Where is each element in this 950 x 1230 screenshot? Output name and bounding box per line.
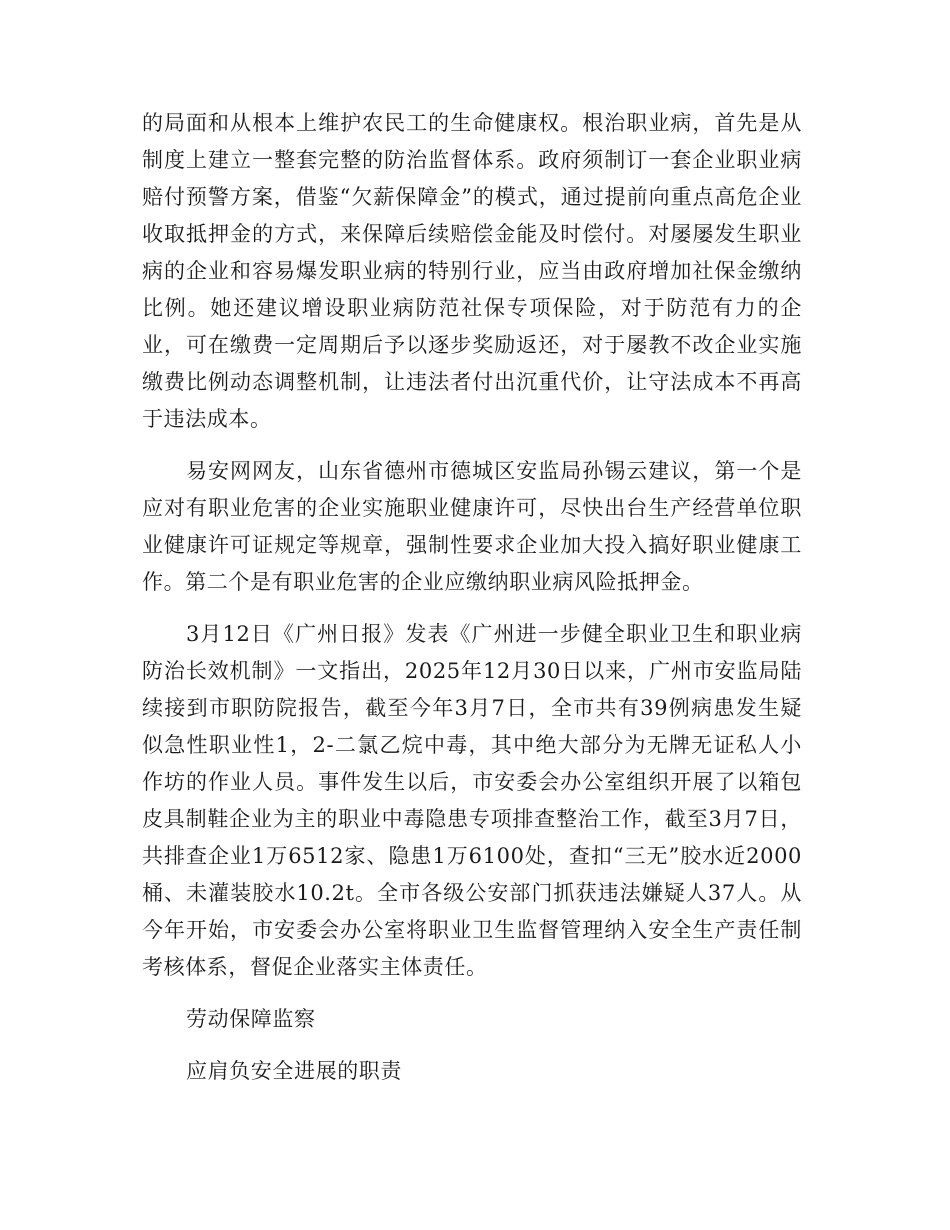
paragraph-netizen-suggestion: 易安网网友，山东省德州市德城区安监局孙锡云建议，第一个是应对有职业危害的企业实施职业健康许可，尽快出台生产经营单位职业健康许可证规定等规章，强制性要求企业加大投入搞好职业健康工作。第二个是有职业危害的企业应缴纳职业病风险抵押金。 (142, 459, 802, 594)
paragraph-continuation: 的局面和从根本上维护农民工的生命健康权。根治职业病，首先是从制度上建立一整套完整的防治监督体系。政府须制订一套企业职业病赔付预警方案，借鉴“欠薪保障金”的模式，通过提前向重点高危企业收取抵押金的方式，来保障后续赔偿金能及时偿付。对屡屡发生职业病的企业和容易爆发职业病的特别行业，应当由政府增加社保金缴纳比例。她还建议增设职业病防范社保专项保险，对于防范有力的企业，可在缴费一定周期后予以逐步奖励返还，对于屡教不改企业实施缴费比例动态调整机制，让违法者付出沉重代价，让守法成本不再高于违法成本。 (142, 111, 802, 431)
section-heading-safety-duty: 应肩负安全进展的职责 (186, 1059, 402, 1083)
document-body (142, 105, 802, 1105)
section-heading-labor-inspection: 劳动保障监察 (186, 1007, 316, 1031)
paragraph-guangzhou-report: 3月12日《广州日报》发表《广州进一步健全职业卫生和职业病防治长效机制》一文指出，2025年12月30日以来，广州市安监局陆续接到市职防院报告，截至今年3月7日，全市共有39例病患发生疑似急性职业性1，2-二氯乙烷中毒，其中绝大部分为无牌无证私人小作坊的作业人员。事件发生以后，市安委会办公室组织开展了以箱包皮具制鞋企业为主的职业中毒隐患专项排查整治工作，截至3月7日，共排查企业1万6512家、隐患1万6100处，查扣“三无”胶水近2000桶、未灌装胶水10.2t。全市各级公安部门抓获违法嫌疑人37人。从今年开始，市安委会办公室将职业卫生监督管理纳入安全生产责任制考核体系，督促企业落实主体责任。 (142, 622, 802, 979)
